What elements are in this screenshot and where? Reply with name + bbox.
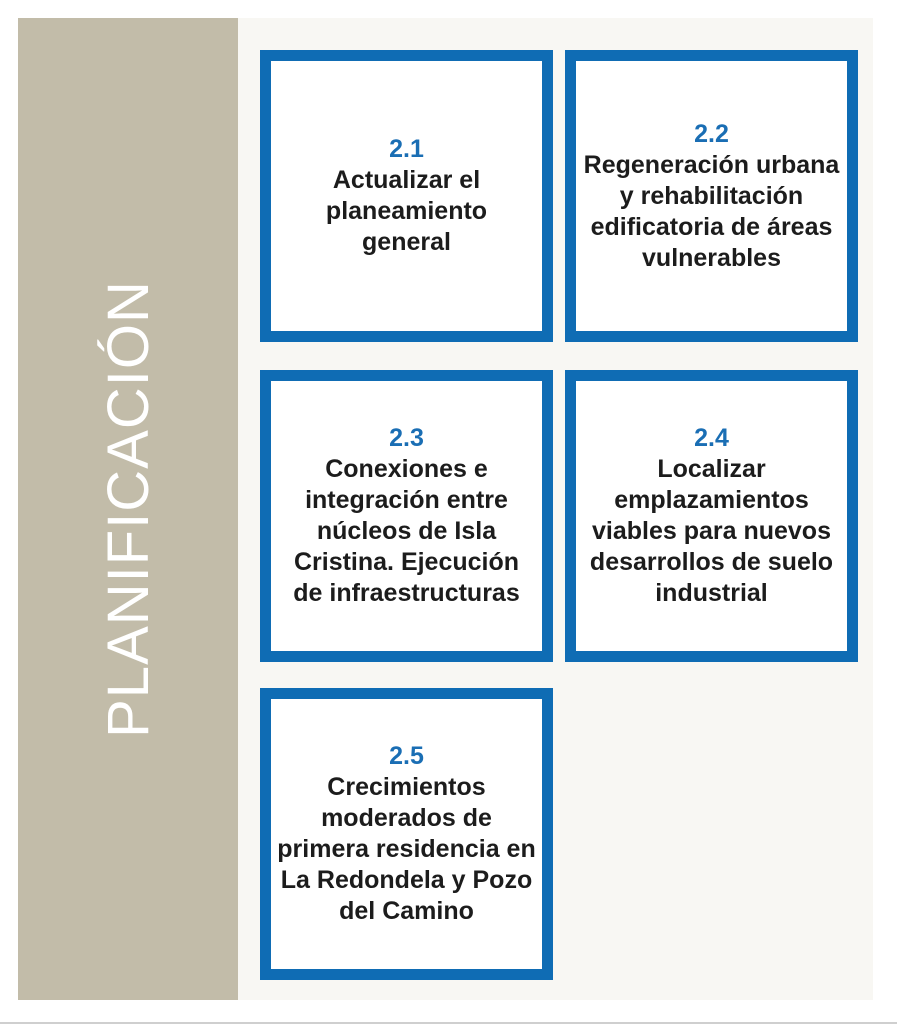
action-card-2-3 [260, 370, 553, 662]
action-card-2-2 [565, 50, 858, 342]
card-number: 2.4 [694, 424, 729, 452]
action-card-2-5 [260, 688, 553, 980]
card-text: Actualizar el planeamiento general [325, 166, 488, 256]
card-text: Crecimientos moderados de primera residencia en La Redondela y Pozo del Camino [277, 773, 536, 925]
sidebar-title: PLANIFICACIÓN [96, 280, 161, 738]
card-number: 2.5 [389, 742, 424, 770]
action-card-2-4 [565, 370, 858, 662]
card-number: 2.2 [694, 119, 729, 148]
card-text: Conexiones e integración entre núcleos de Isla Cristina. Ejecución de infraestructuras [293, 455, 520, 607]
card-number: 2.3 [389, 424, 424, 452]
card-text: Localizar emplazamientos viables para nuevos desarrollos de suelo industrial [589, 455, 834, 607]
action-card-2-1 [260, 50, 553, 342]
card-number: 2.1 [389, 135, 424, 163]
bottom-divider [0, 1022, 897, 1024]
card-text: Regeneración urbana y rehabilitación edificatoria de áreas vulnerables [583, 150, 840, 272]
